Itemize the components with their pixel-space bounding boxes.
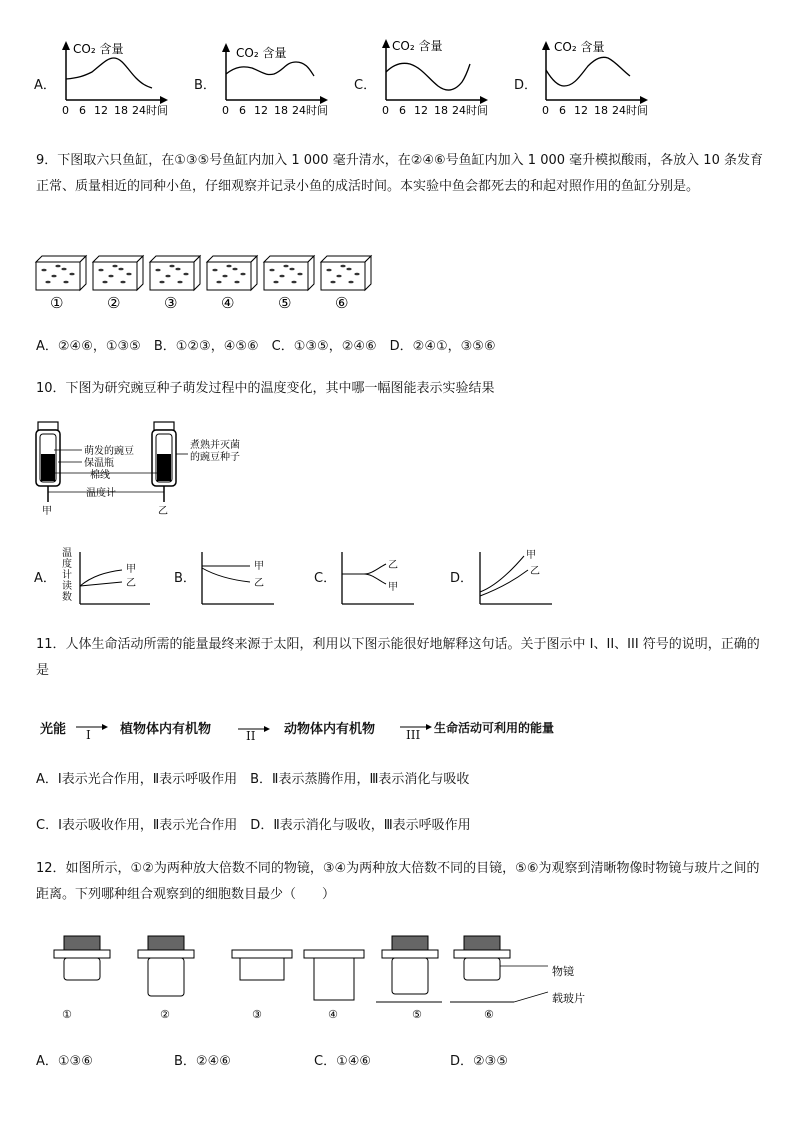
arrow-ii-label: II	[246, 729, 256, 743]
q11-options-line-2[interactable]: C．Ⅰ表示吸收作用，Ⅱ表示光合作用 D．Ⅱ表示消化与吸收，Ⅲ表示呼吸作用	[36, 818, 471, 833]
q11-question-text: 11．人体生命活动所需的能量最终来源于太阳，利用以下图示能很好地解释这句话。关于图示中 I、II、III 符号的说明，正确的是	[36, 637, 760, 678]
q12-microscope-diagram	[40, 930, 640, 1026]
svg-text:乙: 乙	[126, 578, 136, 589]
svg-text:18: 18	[274, 104, 288, 117]
label-boiled: 煮熟并灭菌	[190, 440, 240, 451]
fish-icon	[240, 273, 245, 276]
svg-text:读: 读	[62, 581, 72, 592]
q8-graph-c	[376, 34, 506, 118]
arrow-iii-label: III	[406, 728, 421, 742]
objective-5	[376, 936, 442, 1002]
svg-text:甲: 甲	[526, 550, 536, 561]
fish-icon	[346, 268, 351, 271]
q8-graph-b	[216, 40, 346, 118]
tick: 0	[62, 104, 69, 117]
num-5: ⑤	[412, 1008, 422, 1021]
q9-question-text: 9．下图取六只鱼缸，在①③⑤号鱼缸内加入 1 000 毫升清水，在②④⑥号鱼缸内加入 1 000 毫升模拟酸雨，各放入 10 条发育正常、质量相近的同种小鱼，仔细观察并记录小鱼的成活时间。本实验中鱼会都死去的和起对照作用的鱼缸分别是。	[36, 153, 763, 194]
fish-icon	[112, 265, 117, 268]
tick: 6	[79, 104, 86, 117]
fish-icon	[269, 269, 274, 272]
q12-option-d[interactable]: D．②③⑤	[450, 1054, 508, 1069]
ylabel-char: 温	[62, 548, 72, 559]
y-label: CO₂ 含量	[236, 46, 287, 60]
objective-6	[450, 936, 514, 1002]
x-arrow	[160, 96, 168, 104]
fish-icon	[159, 281, 164, 284]
y-label: CO₂ 含量	[554, 40, 605, 54]
y-label: CO₂ 含量	[73, 42, 124, 56]
svg-text:乙: 乙	[530, 566, 540, 577]
fish-icon	[169, 265, 174, 268]
eyepiece-4	[304, 950, 364, 1000]
arrow-i-label: I	[86, 728, 91, 742]
q10-graph-d	[472, 546, 562, 610]
arrow-i-icon	[74, 718, 110, 746]
fish-icon	[120, 281, 125, 284]
fish-icon	[118, 268, 123, 271]
objective-1	[54, 936, 110, 980]
co2-curve	[66, 58, 152, 88]
svg-text:12: 12	[254, 104, 268, 117]
svg-text:24: 24	[612, 104, 626, 117]
fish-icon	[232, 268, 237, 271]
fish-icon	[297, 273, 302, 276]
label-flask: 保温瓶	[84, 458, 114, 469]
tank-number: ①	[50, 294, 64, 312]
flow-light-energy: 光能	[40, 722, 67, 737]
fish-icon	[126, 273, 131, 276]
fish-icon	[283, 265, 288, 268]
q10-apparatus-diagram	[30, 414, 260, 518]
svg-text:甲: 甲	[126, 564, 136, 575]
q10-option-b-label[interactable]: B．	[174, 571, 196, 586]
co2-curve	[546, 57, 630, 86]
fish-icon	[279, 275, 284, 278]
label-jia: 甲	[42, 506, 52, 517]
flask-yi	[152, 422, 176, 502]
fish-icon	[175, 268, 180, 271]
fish-icon	[183, 273, 188, 276]
fish-tank-6	[321, 256, 371, 312]
fish-icon	[69, 273, 74, 276]
label-yi: 乙	[158, 506, 168, 517]
tank-number: ④	[221, 294, 235, 312]
co2-curve	[226, 62, 314, 76]
fish-icon	[41, 269, 46, 272]
num-4: ④	[328, 1008, 338, 1021]
fish-icon	[63, 281, 68, 284]
fish-icon	[98, 269, 103, 272]
fish-icon	[108, 275, 113, 278]
eyepiece-3	[232, 950, 292, 980]
flow-usable-energy: 生命活动可利用的能量	[434, 721, 555, 735]
fish-icon	[222, 275, 227, 278]
fish-icon	[212, 269, 217, 272]
tank-number: ②	[107, 294, 121, 312]
num-1: ①	[62, 1008, 72, 1021]
label-boiled-2: 的豌豆种子	[190, 452, 240, 463]
q10-option-a-label[interactable]: A．	[34, 571, 56, 586]
flask-jia	[36, 422, 60, 502]
svg-text:6: 6	[399, 104, 406, 117]
fish-icon	[102, 281, 107, 284]
q10-option-c-label[interactable]: C．	[314, 571, 337, 586]
q8-graph-d	[536, 36, 666, 118]
fish-icon	[289, 268, 294, 271]
label-seeds: 萌发的豌豆	[84, 446, 134, 457]
q8-graph-a	[56, 36, 186, 118]
fish-tank-3	[150, 256, 200, 312]
num-3: ③	[252, 1008, 262, 1021]
tank-number: ⑥	[335, 294, 349, 312]
q10-question-text: 10．下图为研究豌豆种子萌发过程中的温度变化，其中哪一幅图能表示实验结果	[36, 381, 495, 396]
svg-text:24: 24	[452, 104, 466, 117]
svg-text:0: 0	[542, 104, 549, 117]
label-objective: 物镜	[552, 965, 574, 978]
svg-text:6: 6	[559, 104, 566, 117]
fish-icon	[234, 281, 239, 284]
fish-tank-2	[93, 256, 143, 312]
co2-curve	[386, 63, 470, 90]
svg-text:甲: 甲	[254, 561, 264, 572]
label-slide: 载玻片	[552, 992, 585, 1005]
q12-option-c[interactable]: C．①④⑥	[314, 1054, 372, 1069]
tick: 12	[94, 104, 108, 117]
svg-text:乙: 乙	[388, 560, 398, 571]
fish-icon	[45, 281, 50, 284]
q9-fish-tanks	[34, 252, 384, 314]
flow-plant-organics: 植物体内有机物	[120, 722, 212, 737]
fish-icon	[330, 281, 335, 284]
svg-text:计: 计	[62, 570, 72, 581]
fish-icon	[155, 269, 160, 272]
tank-number: ③	[164, 294, 178, 312]
tick: 18	[114, 104, 128, 117]
fish-icon	[326, 269, 331, 272]
svg-text:12: 12	[414, 104, 428, 117]
svg-text:时间: 时间	[466, 104, 488, 117]
svg-text:数: 数	[62, 592, 72, 603]
svg-text:0: 0	[382, 104, 389, 117]
fish-icon	[273, 281, 278, 284]
q11-energy-flow-diagram	[36, 712, 776, 748]
svg-text:18: 18	[434, 104, 448, 117]
fish-icon	[216, 281, 221, 284]
fish-tank-5	[264, 256, 314, 312]
fish-icon	[226, 265, 231, 268]
fish-icon	[340, 265, 345, 268]
fish-icon	[336, 275, 341, 278]
fish-tank-1	[36, 256, 86, 312]
q10-graph-a	[56, 546, 156, 610]
q8-option-d-label[interactable]: D．	[514, 78, 538, 93]
svg-text:6: 6	[239, 104, 246, 117]
tick: 24	[132, 104, 146, 117]
label-cotton: 棉线	[90, 470, 110, 481]
svg-text:18: 18	[594, 104, 608, 117]
svg-text:0: 0	[222, 104, 229, 117]
fish-icon	[291, 281, 296, 284]
fish-icon	[61, 268, 66, 271]
label-thermometer: 温度计	[86, 488, 116, 499]
fish-icon	[177, 281, 182, 284]
q12-option-a[interactable]: A．①③⑥	[36, 1054, 93, 1069]
svg-text:乙: 乙	[254, 578, 264, 589]
svg-text:时间: 时间	[626, 104, 648, 117]
x-label: 时间	[146, 104, 168, 117]
svg-text:24: 24	[292, 104, 306, 117]
q11-options-line-1[interactable]: A．Ⅰ表示光合作用，Ⅱ表示呼吸作用 B．Ⅱ表示蒸腾作用，Ⅲ表示消化与吸收	[36, 772, 470, 787]
q8-option-b-label[interactable]: B．	[194, 78, 216, 93]
fish-icon	[348, 281, 353, 284]
objective-2	[138, 936, 194, 996]
q10-graph-b	[194, 546, 284, 610]
fish-icon	[165, 275, 170, 278]
flow-animal-organics: 动物体内有机物	[284, 722, 376, 737]
q9-options[interactable]: A．②④⑥，①③⑤ B．①②③，④⑤⑥ C．①③⑤，②④⑥ D．②④①，③⑤⑥	[36, 339, 496, 354]
q10-option-d-label[interactable]: D．	[450, 571, 474, 586]
q8-option-a-label[interactable]: A．	[34, 78, 56, 93]
q10-graph-c	[334, 546, 424, 610]
fish-icon	[354, 273, 359, 276]
num-6: ⑥	[484, 1008, 494, 1021]
q8-option-c-label[interactable]: C．	[354, 78, 377, 93]
svg-text:时间: 时间	[306, 104, 328, 117]
svg-text:甲: 甲	[388, 582, 398, 593]
q12-question-text: 12．如图所示，①②为两种放大倍数不同的物镜，③④为两种放大倍数不同的目镜，⑤⑥为观察到清晰物像时物镜与玻片之间的距离。下列哪种组合观察到的细胞数目最少（ ）	[36, 861, 760, 902]
fish-icon	[55, 265, 60, 268]
tank-number: ⑤	[278, 294, 292, 312]
svg-text:12: 12	[574, 104, 588, 117]
q12-option-b[interactable]: B．②④⑥	[174, 1054, 231, 1069]
num-2: ②	[160, 1008, 170, 1021]
y-label: CO₂ 含量	[392, 39, 443, 53]
fish-tank-4	[207, 256, 257, 312]
fish-icon	[51, 275, 56, 278]
svg-text:度: 度	[62, 559, 72, 570]
